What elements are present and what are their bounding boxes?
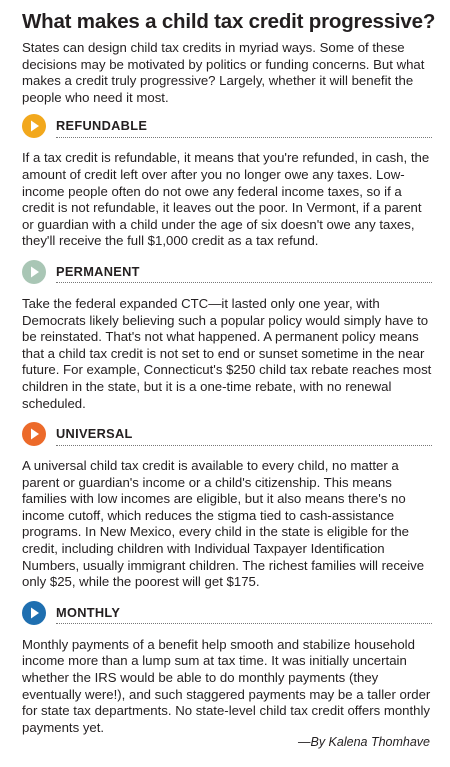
section-heading-rule [56,115,432,138]
section-heading-row [22,110,432,142]
section-body: Take the federal expanded CTC—it lasted only one year, with Democrats likely believing such a popular policy would simply have to be reinstated. That's not what happened. A permanent policy means that a child tax credit is not set to end or sunset sometime in the near future. For example, Connecticut's $250 child tax rebate reaches most children in the state, but it is a one-time rebate, with no renewal scheduled. [22,295,432,411]
section-heading: PERMANENT [56,263,140,279]
section-refundable [22,110,432,250]
section-heading-row [22,256,432,288]
section-heading-rule [56,260,432,283]
play-arrow-icon [22,114,46,138]
section-heading-rule [56,601,432,624]
section-monthly [22,597,432,737]
section-heading: REFUNDABLE [56,118,148,134]
section-body: If a tax credit is refundable, it means that you're refunded, in cash, the amount of credit left over after you no longer owe any taxes. Low-income people often do not owe any federal income taxes, so if a credit is not refundable, it leaves out the poor. In Vermont, if a parent or guardian with a child under the age of six doesn't owe any taxes, they'll receive the full $1,000 credit as a tax refund. [22,150,430,249]
section-body: Monthly payments of a benefit help smooth and stabilize household income more than a lump sum at tax time. It was initially uncertain whether the IRS would be able to do monthly payments (they eventually were!), and such staggered payments may be a taller order for state tax departments. No state-level child tax credit offers monthly payments yet. [22,636,431,735]
section-heading-row [22,597,432,629]
section-heading-rule [56,423,432,446]
byline: —By Kalena Thomhave [297,735,430,749]
section-universal [22,418,432,591]
section-heading: MONTHLY [56,604,121,620]
play-arrow-icon [22,422,46,446]
section-heading: UNIVERSAL [56,426,133,442]
intro-paragraph: States can design child tax credits in myriad ways. Some of these decisions may be motivated by politics or funding concerns. But what makes a credit truly progressive? Largely, whether it will benefit the people who need it most. [22,40,425,105]
page-title: What makes a child tax credit progressive? [22,10,436,33]
play-arrow-icon [22,601,46,625]
play-arrow-icon [22,260,46,284]
section-permanent [22,256,432,412]
section-body: A universal child tax credit is available to every child, no matter a parent or guardian's income or a child's citizenship. This means families with low incomes are eligible, but it also means there's no income cutoff, which reduces the stigma tied to cash-assistance programs. In New Mexico, every child in the state is eligible for the credit, including children with Individual Taxpayer Identification Numbers, usually immigrant children. The richest families will receive only $25, while the poorest will get $175. [22,458,425,590]
section-heading-row [22,418,432,450]
